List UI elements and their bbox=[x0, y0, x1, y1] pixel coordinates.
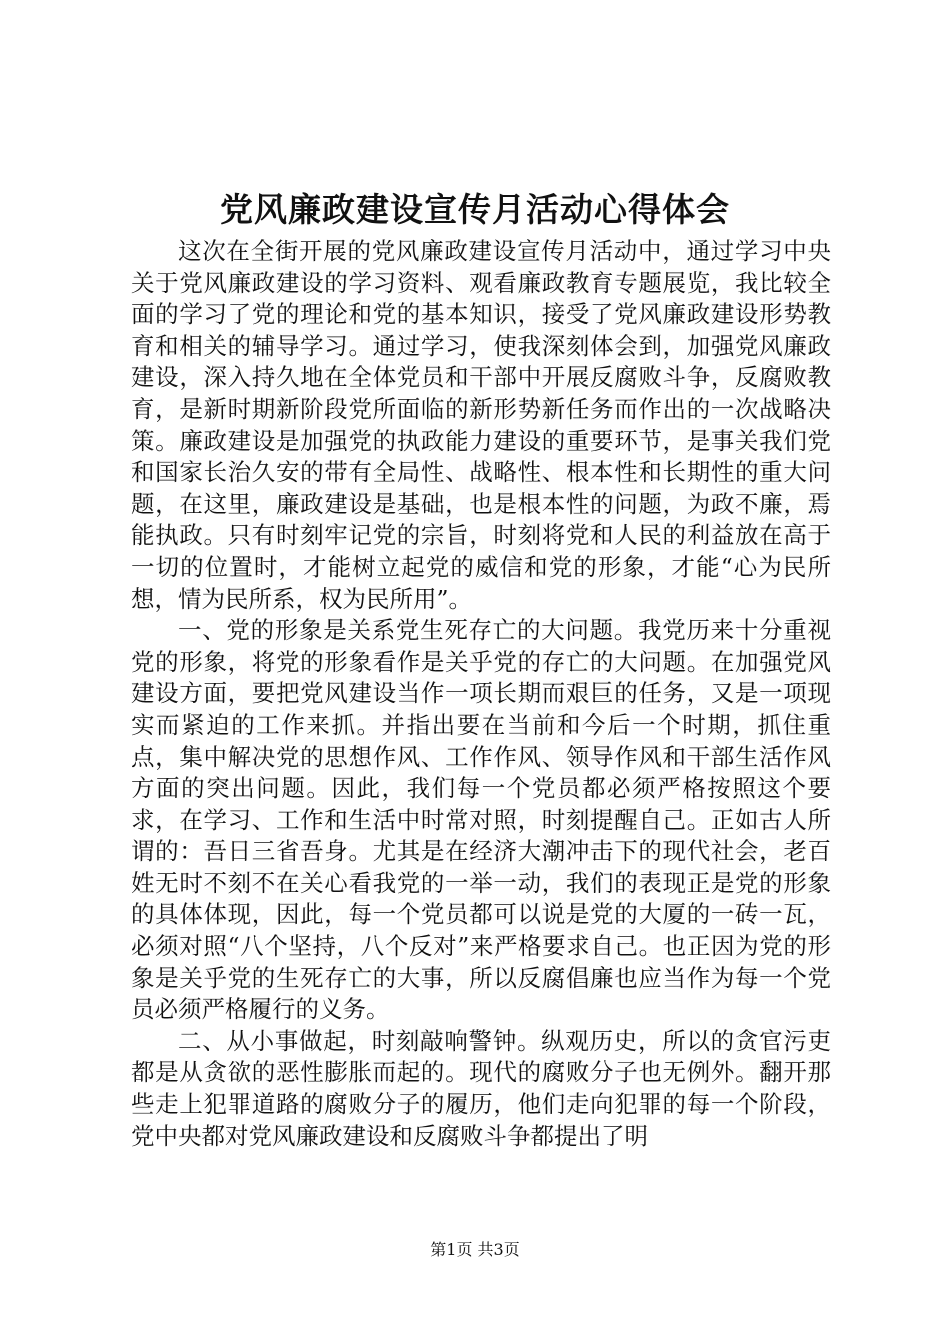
document-title: 党风廉政建设宣传月活动心得体会 bbox=[220, 190, 730, 229]
paragraph-section-one: 一、党的形象是关系党生死存亡的大问题。我党历来十分重视党的形象，将党的形象看作是关乎党的存亡的大问题。在加强党风建设方面，要把党风建设当作一项长期而艰巨的任务，又是一项现实而紧迫的工作来抓。并指出要在当前和今后一个时期，抓住重点，集中解决党的思想作风、工作作风、领导作风和干部生活作风方面的突出问题。因此，我们每一个党员都必须严格按照这个要求，在学习、工作和生活中时常对照，时刻提醒自己。正如古人所谓的：吾日三省吾身。尤其是在经济大潮冲击下的现代社会，老百姓无时不刻不在关心看我党的一举一动，我们的表现正是党的形象的具体体现，因此，每一个党员都可以说是党的大厦的一砖一瓦，必须对照“八个坚持，八个反对”来严格要求自己。也正因为党的形象是关乎党的生死存亡的大事，所以反腐倡廉也应当作为每一个党员必须严格履行的义务。 bbox=[131, 616, 831, 1024]
paragraph-section-two: 二、从小事做起，时刻敲响警钟。纵观历史，所以的贪官污吏都是从贪欲的恶性膨胀而起的。现代的腐败分子也无例外。翻开那些走上犯罪道路的腐败分子的履历，他们走向犯罪的每一个阶段，党中央都对党风廉政建设和反腐败斗争都提出了明 bbox=[131, 1026, 831, 1150]
paragraph-intro: 这次在全街开展的党风廉政建设宣传月活动中，通过学习中央关于党风廉政建设的学习资料、观看廉政教育专题展览，我比较全面的学习了党的理论和党的基本知识，接受了党风廉政建设形势教育和相关的辅导学习。通过学习，使我深刻体会到，加强党风廉政建设，深入持久地在全体党员和干部中开展反腐败斗争，反腐败教育，是新时期新阶段党所面临的新形势新任务而作出的一次战略决策。廉政建设是加强党的执政能力建设的重要环节，是事关我们党和国家长治久安的带有全局性、战略性、根本性和长期性的重大问题，在这里，廉政建设是基础，也是根本性的问题，为政不廉，焉能执政。只有时刻牢记党的宗旨，时刻将党和人民的利益放在高于一切的位置时，才能树立起党的威信和党的形象，才能“心为民所想，情为民所系，权为民所用”。 bbox=[131, 237, 831, 613]
page-number: 第1页 共3页 bbox=[430, 1240, 520, 1259]
document-body bbox=[131, 236, 831, 1152]
